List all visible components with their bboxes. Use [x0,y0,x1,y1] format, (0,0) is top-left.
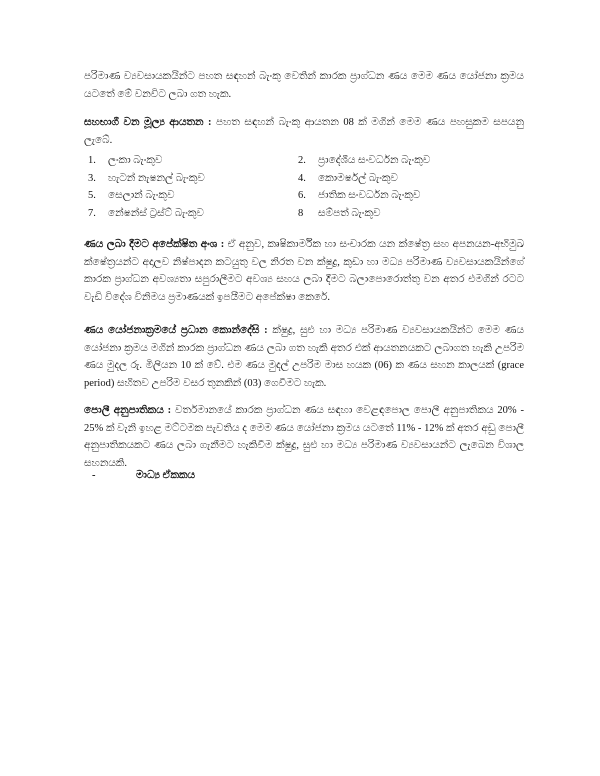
media-unit-text: මාධ්‍ය ඒකකය [136,470,196,481]
expected-sectors-heading: ණය ලබා දීමට අපේක්ෂිත අංශ : [84,239,225,250]
bank-name: කොමර්ෂල් බැංකුව [318,172,398,184]
bank-number: 4. [298,172,306,184]
bank-number: 7. [88,207,96,219]
bank-list-item [88,205,298,223]
intro-text: පරිමාණ ව්‍යවසායකයින්ට පහත සඳහන් බැංකු වෙතින් කාරක ප්‍රාග්ධන ණය මෙම ණය යෝජනා ක්‍රමය යටතේ මේ වනවිට ලබා ගත හැක. [84,71,524,100]
bank-number: 2. [298,155,306,166]
conditions-paragraph [84,322,524,392]
bank-list-item [88,187,298,205]
bank-number: 8 [298,207,304,219]
bank-list-row [88,187,508,205]
interest-heading: පොලී අනුපාතිකය : [84,405,172,416]
bank-name: ජාතික සංවර්ධන බැංකුව [318,190,421,201]
bank-list-item [298,187,508,205]
expected-sectors-text: ඒ අනුව, කෘෂිකාර්මික හා සංචාරක යන ක්ෂේත්‍ර සහ අපනයන-අභිමුඛ ක්ෂේත්‍රයන්ට අදාලව නිෂ්පාදන කටයුතු වල නිරත වන ක්ෂුද්‍ර, කුඩා හා මධ්‍ය පරිමාණ ව්‍යවසායකයින්ගේ කාරක ප්‍රාග්ධන අවශ්‍යතා සපුරාලීමට අවශ්‍ය සහය ලබා දීමට බලාපොරොත්තු වන අතර එමගින් රටට වැඩි විදේශ විනිමය ප්‍රමාණයක් ඉපයීමට අපේක්ෂා කෙරේ. [84,239,524,303]
intro-paragraph [84,68,524,103]
bank-list-row [88,152,508,170]
bank-list-row [88,170,508,188]
bank-name: හැටන් නැෂනල් බැංකුව [108,172,205,184]
expected-sectors-paragraph [84,236,524,306]
bank-list-item [298,205,508,223]
bank-list-item [88,170,298,188]
banks-paragraph [84,114,524,149]
conditions-text: ක්ෂුද්‍ර, සුළු හා මධ්‍ය පරිමාණ ව්‍යවසායකයින්ට මෙම ණය යෝජනා ක්‍රමය මගින් කාරක ප්‍රාග්ධන ණය ලබා ගත හැකි අතර එක් ආයතනයකට ලබාගත හැකි උපරිම ණය මුදල රු. මිලියන 10 ක් වේ. එම ණය මුදල් උපරිම මාස හයක (06) ක ණය සහන කාලයක් (grace period) සහිතව උපරිම වසර තුනකින් (03) ගෙවීමට හැක. [84,325,524,389]
bank-name: ප්‍රාදේශීය සංවර්ධන බැංකුව [318,155,431,166]
bank-list [88,152,508,222]
bank-list-item [88,152,298,170]
bank-name: නේෂන්ස් ට්‍රස්ට් බැංකුව [108,207,204,219]
bank-number: 6. [298,190,306,201]
bank-name: සෙලාන් බැංකුව [108,190,175,201]
bank-name: ලංකා බැංකුව [108,155,163,166]
interest-text: වර්තමානයේ කාරක ප්‍රාග්ධන ණය සඳහා වෙළඳපොල පොලී අනුපාතිකය 20% - 25% ක් වැනි ඉහළ මට්ටමක පැවතිය ද මෙම ණය යෝජනා ක්‍රමය යටතේ 11% - 12% ක් අතර අඩු පොලී අනුපාතිකයකට ණය ලබා ගැනීමට හැකිවීම ක්ෂුද්‍ර, සුළු හා මධ්‍ය පරිමාණ ව්‍යවසායන්ට ලැබෙන විශාල සහනයකි. [84,405,524,469]
media-unit-bullet [92,470,195,482]
bullet-marker: - [92,470,96,481]
bank-name: සම්පත් බැංකුව [318,207,381,219]
banks-text: පහත සඳහන් බැංකු ආයතන 08 ක් මගින් මෙම ණය පහසුකම සපයනු ලැබේ. [84,117,525,146]
bank-list-item [298,152,508,170]
bank-number: 3. [88,172,96,184]
bank-list-row [88,205,508,223]
bank-number: 1. [88,155,96,166]
bank-list-item [298,170,508,188]
conditions-heading: ණය යෝජනාක්‍රමයේ ප්‍රධාන කොන්දේසි : [84,325,268,336]
interest-paragraph [84,402,524,472]
banks-heading: සහභාගී වන මූල්‍ය ආයතන : [84,117,212,128]
bank-number: 5. [88,190,96,201]
